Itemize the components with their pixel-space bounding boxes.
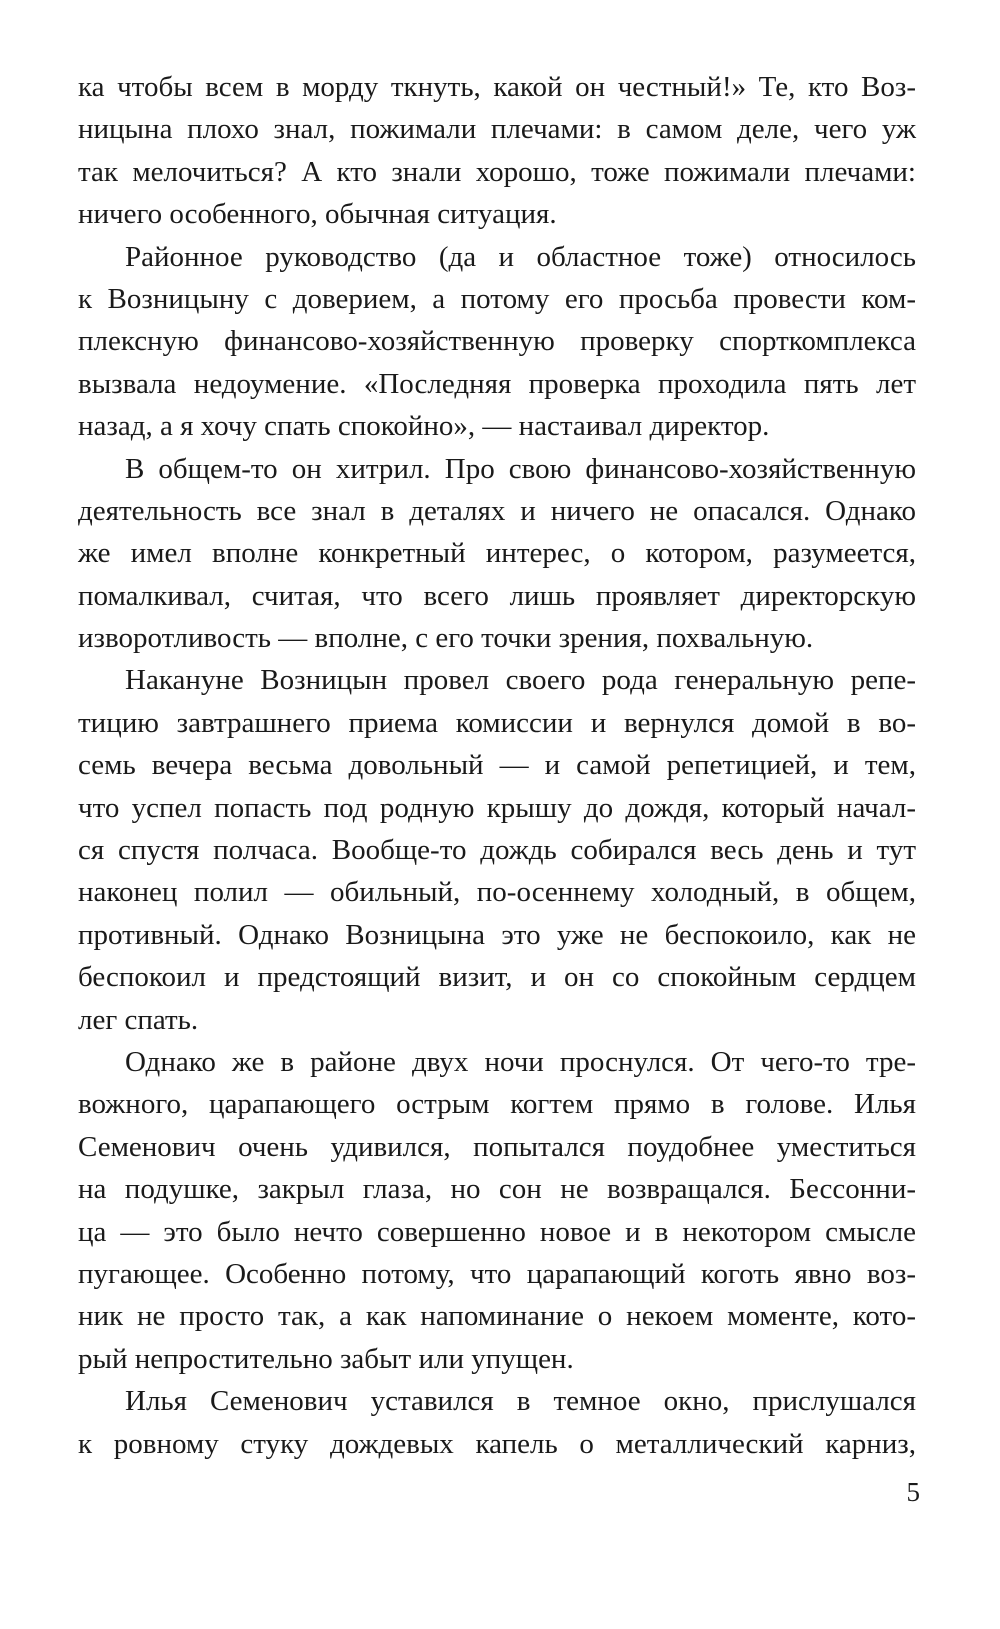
- paragraph-first-line: Однако же в районе двух ночи проснулся. От чего-то тре-: [125, 1045, 916, 1078]
- text-line: вожного, царапающего острым когтем прямо в голове. Илья: [78, 1088, 916, 1121]
- paragraph-first-line: В общем-то он хитрил. Про свою финансово-хозяйственную: [125, 452, 916, 485]
- text-line: ницына плохо знал, пожимали плечами: в самом деле, чего уж: [78, 113, 916, 146]
- text-line: рый непростительно забыт или упущен.: [78, 1342, 574, 1375]
- text-line: на подушке, закрыл глаза, но сон не возвращался. Бессонни-: [78, 1173, 916, 1206]
- text-line: семь вечера весьма довольный — и самой репетицией, и тем,: [78, 749, 916, 782]
- text-line: тицию завтрашнего приема комиссии и вернулся домой в во-: [78, 706, 916, 739]
- text-line: что успел попасть под родную крышу до дождя, который начал-: [78, 791, 916, 824]
- text-line: ся спустя полчаса. Вообще-то дождь собирался весь день и тут: [78, 834, 916, 867]
- text-line: ца — это было нечто совершенно новое и в некотором смысле: [78, 1215, 916, 1248]
- text-line: назад, а я хочу спать спокойно», — настаивал директор.: [78, 410, 770, 443]
- text-line: так мелочиться? А кто знали хорошо, тоже пожимали плечами:: [78, 155, 916, 188]
- text-line: к Возницыну с доверием, а потому его просьба провести ком-: [78, 282, 916, 315]
- text-line: плексную финансово-хозяйственную проверку спорткомплекса: [78, 325, 916, 358]
- text-line: противный. Однако Возницына это уже не беспокоило, как не: [78, 918, 916, 951]
- text-line: помалкивал, считая, что всего лишь проявляет директорскую: [78, 579, 916, 612]
- text-line: ка чтобы всем в морду ткнуть, какой он честный!» Те, кто Воз-: [78, 71, 916, 103]
- text-line: вызвала недоумение. «Последняя проверка проходила пять лет: [78, 367, 916, 400]
- text-line: лег спать.: [78, 1003, 199, 1036]
- text-line: деятельность все знал в деталях и ничего не опасался. Однако: [78, 494, 916, 527]
- body-text: [78, 66, 916, 1465]
- text-line: наконец полил — обильный, по-осеннему холодный, в общем,: [78, 876, 916, 909]
- text-line: же имел вполне конкретный интерес, о котором, разумеется,: [78, 537, 916, 570]
- paragraph-first-line: Районное руководство (да и областное тоже) относилось: [125, 240, 916, 273]
- text-line: беспокоил и предстоящий визит, и он со спокойным сердцем: [78, 961, 916, 994]
- text-line: изворотливость — вполне, с его точки зрения, похвальную.: [78, 622, 814, 655]
- paragraph-first-line: Накануне Возницын провел своего рода генеральную репе-: [125, 664, 916, 697]
- text-line: пугающее. Особенно потому, что царапающий коготь явно воз-: [78, 1257, 916, 1290]
- text-line: Семенович очень удивился, попытался поудобнее уместиться: [78, 1130, 916, 1163]
- page-number: 5: [906, 1477, 920, 1507]
- text-line: к ровному стуку дождевых капель о металлический карниз,: [78, 1427, 916, 1460]
- text-line: ничего особенного, обычная ситуация.: [78, 198, 557, 231]
- text-line: ник не просто так, а как напоминание о некоем моменте, кото-: [78, 1300, 916, 1333]
- paragraph-first-line: Илья Семенович уставился в темное окно, прислушался: [125, 1385, 916, 1418]
